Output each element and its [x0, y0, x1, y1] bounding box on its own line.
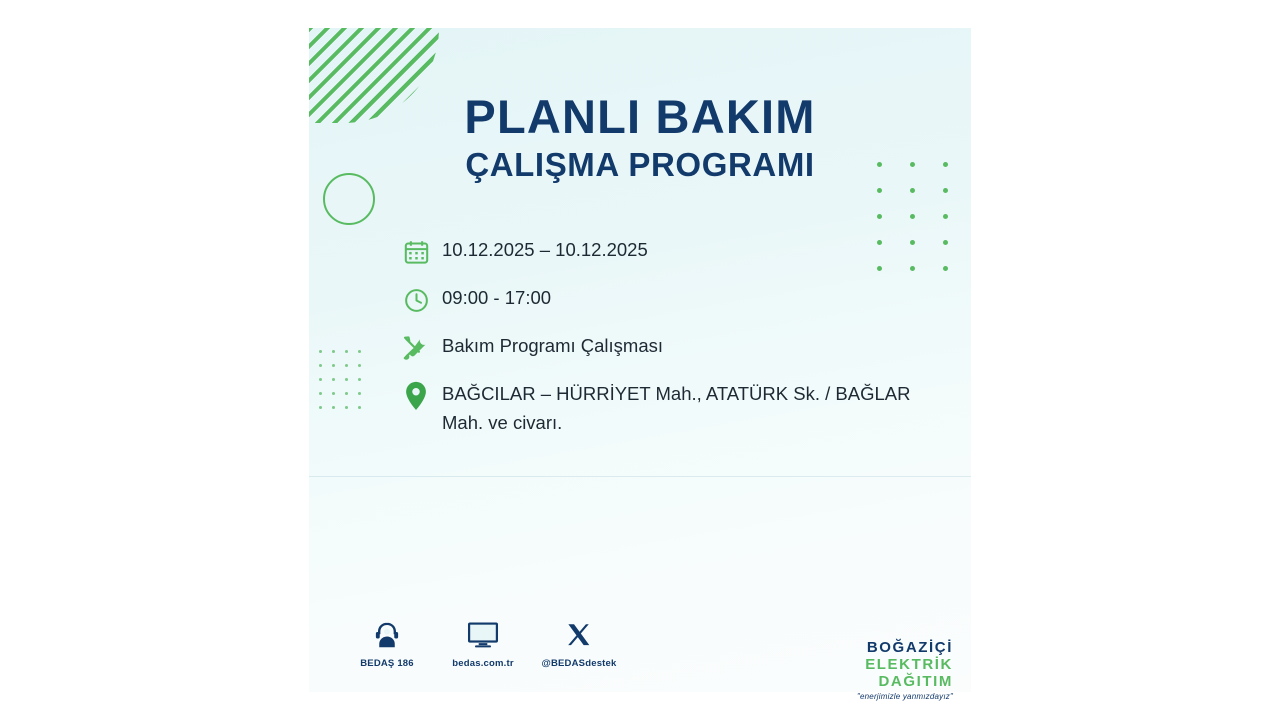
maintenance-notice-poster: [309, 28, 971, 701]
headset-operator-icon: [339, 618, 435, 652]
clock-icon: [397, 285, 435, 315]
detail-row-location: [397, 380, 957, 437]
poster-footer: [309, 610, 971, 701]
brand-line-3: DAĞITIM: [878, 673, 953, 690]
x-social-icon: [531, 618, 627, 652]
contact-social[interactable]: [531, 618, 627, 669]
detail-location-text: BAĞCILAR – HÜRRİYET Mah., ATATÜRK Sk. / BAĞLAR Mah. ve civarı.: [442, 383, 911, 433]
section-divider: [309, 476, 971, 477]
detail-row-date: [397, 236, 957, 267]
detail-row-worktype: [397, 332, 957, 363]
location-pin-icon: [397, 381, 435, 411]
page-title: PLANLI BAKIM: [464, 90, 816, 143]
detail-date-text: 10.12.2025 – 10.12.2025: [442, 239, 648, 260]
brand-line-1: BOĞAZİÇİ: [866, 639, 953, 656]
detail-time-text: 09:00 - 17:00: [442, 287, 552, 308]
contact-channels: [339, 618, 627, 669]
monitor-icon: [435, 618, 531, 652]
brand-line-2: ELEKTRİK: [865, 656, 953, 673]
contact-website[interactable]: [435, 618, 531, 669]
tools-icon: [397, 333, 435, 363]
contact-call-center[interactable]: [339, 618, 435, 669]
poster-heading: [309, 92, 971, 184]
bedas-logo: [857, 640, 953, 701]
dot-grid-left-decoration: [319, 350, 375, 420]
detail-worktype-text: Bakım Programı Çalışması: [442, 335, 664, 356]
contact-call-center-label: BEDAŞ 186: [360, 658, 414, 669]
calendar-icon: [397, 237, 435, 267]
brand-slogan: "enerjimizle yanmızdayız": [856, 692, 953, 701]
contact-website-label: bedas.com.tr: [452, 658, 514, 669]
page-subtitle: ÇALIŞMA PROGRAMI: [465, 146, 815, 184]
contact-social-label: @BEDASdestek: [541, 658, 617, 669]
detail-row-time: [397, 284, 957, 315]
maintenance-details-list: [397, 236, 957, 454]
